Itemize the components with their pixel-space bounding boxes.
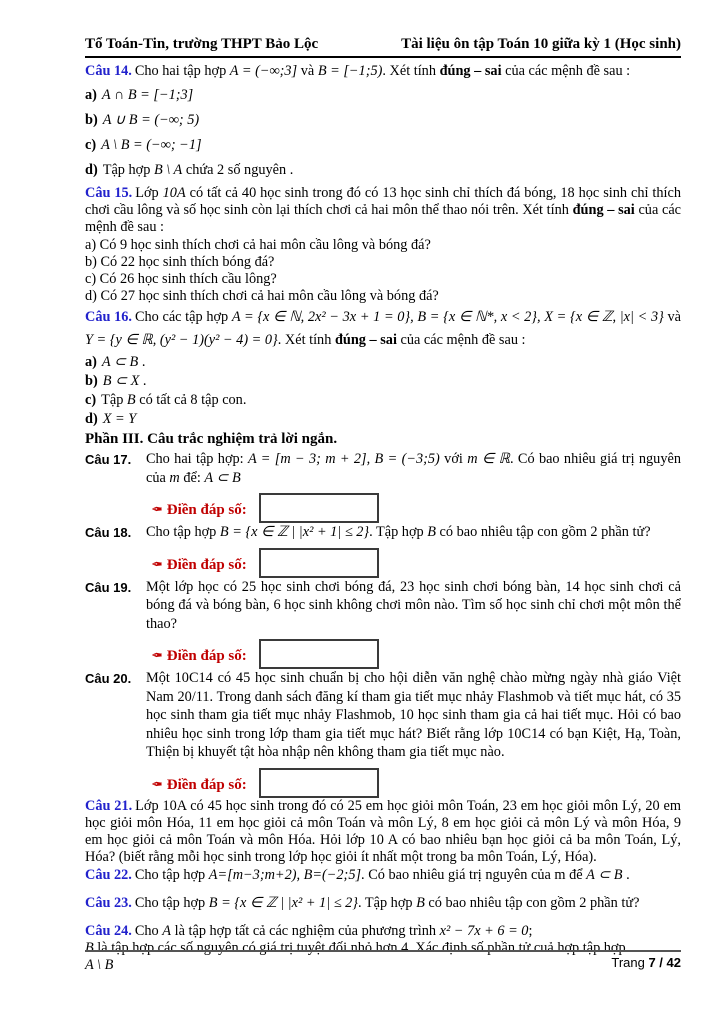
question-14-math: A = (−∞;3]: [229, 63, 298, 79]
question-23-math: B = {x ∈ ℤ | |x² + 1| ≤ 2}: [208, 894, 358, 911]
item-math: B: [126, 392, 136, 408]
item-text: .: [138, 354, 146, 370]
question-15-math: 10A: [162, 185, 186, 201]
question-15-label: Câu 15.: [85, 185, 133, 201]
question-22-math: A=[m−3;m+2), B=(−2;5]: [208, 866, 362, 883]
question-24-label: Câu 24.: [85, 922, 132, 939]
question-16-text: . Xét tính: [277, 332, 335, 348]
answer-prompt: Điền đáp số:: [166, 502, 247, 518]
item-label: a): [85, 354, 97, 370]
question-24-math: A \ B: [85, 956, 114, 973]
question-14: [85, 63, 681, 80]
item-label: b): [85, 112, 98, 128]
question-18-math: B = {x ∈ ℤ | |x² + 1| ≤ 2}: [219, 524, 370, 540]
pen-icon: ✒: [151, 557, 163, 573]
question-18: [85, 523, 681, 542]
question-14-text: của các mệnh đề sau :: [501, 63, 631, 79]
question-15-item-a: a) Có 9 học sinh thích chơi cả hai môn cầu lông và bóng đá?: [85, 237, 431, 253]
question-14-item-d: [85, 160, 681, 180]
question-16-math: Y = {y ∈ ℝ, (y² − 1)(y² − 4) = 0}: [85, 332, 278, 348]
pen-icon: ✒: [151, 777, 163, 793]
question-20-label: Câu 20.: [85, 671, 132, 686]
question-14-items: [85, 85, 681, 180]
question-17-text: Cho hai tập hợp:: [146, 451, 248, 467]
question-19-label: Câu 19.: [85, 579, 132, 595]
question-23: [85, 895, 681, 912]
question-16-item-d: [85, 410, 681, 428]
question-15-item-c: c) Có 26 học sinh thích cầu lông?: [85, 271, 277, 287]
question-16-item-c: [85, 391, 681, 409]
question-24-text: là tập hợp tất cả các nghiệm của phương trình: [171, 922, 440, 939]
question-17-text: để:: [179, 469, 205, 486]
question-16-bold: đúng – sai: [334, 332, 397, 348]
question-24-text: ;: [528, 922, 533, 939]
item-label: b): [85, 373, 98, 389]
question-15-item-b: b) Có 22 học sinh thích bóng đá?: [85, 254, 275, 270]
item-text: Tập hợp: [102, 162, 154, 178]
question-24-math: A: [162, 922, 172, 939]
question-22-text: . Có bao nhiêu giá trị nguyên của m để: [361, 866, 587, 883]
question-17: [85, 450, 681, 487]
answer-row-q20: [151, 764, 681, 794]
question-14-item-a: [85, 85, 681, 105]
answer-prompt: Điền đáp số:: [166, 776, 247, 793]
answer-prompt: Điền đáp số:: [166, 648, 247, 664]
footer-page-label: Trang: [611, 955, 649, 970]
item-label: c): [85, 392, 97, 408]
answer-row-q19: [151, 635, 681, 665]
item-text: Tập: [101, 392, 127, 408]
question-22: [85, 867, 681, 884]
question-14-item-c: [85, 135, 681, 155]
question-21-text: Lớp 10A có 45 học sinh trong đó có 25 em học giỏi môn Toán, 23 em học giỏi môn Lý, 20 em học giỏi môn Hóa, 11 em học giỏi cả môn Toán và môn Lý, 8 em học giỏi cả môn Lý và môn Hóa, 9 em học giỏi cả môn Toán và môn Hóa. Hỏi lớp 10 A có bao nhiêu bạn học giỏi cả ba môn Toán, Lý, Hóa? (biết rằng mỗi học sinh trong lớp học giỏi ít nhất một trong ba môn Toán, Lý, Hóa).: [85, 797, 681, 865]
question-18-text: . Tập hợp: [369, 524, 428, 540]
item-text: chứa 2 số nguyên .: [182, 162, 294, 178]
question-17-math: m: [169, 469, 180, 486]
question-23-text: . Tập hợp: [357, 894, 417, 911]
question-16-item-b: [85, 372, 681, 390]
question-16-text: Cho các tập hợp: [134, 309, 232, 325]
question-16-items: [85, 353, 681, 428]
pen-icon: ✒: [151, 649, 163, 664]
question-16-text: của các mệnh đề sau :: [396, 332, 526, 348]
question-16-label: Câu 16.: [85, 309, 132, 325]
question-17-math: A ⊂ B: [204, 469, 241, 486]
header-school: Tổ Toán-Tin, trường THPT Bảo Lộc: [85, 36, 319, 52]
item-text: có tất cả 8 tập con.: [135, 392, 247, 408]
item-math: A ∩ B = [−1;3]: [101, 87, 194, 103]
question-14-label: Câu 14.: [85, 63, 132, 79]
item-math: B ⊂ X: [102, 373, 140, 389]
question-15-text: Lớp: [135, 185, 163, 201]
question-17-text: . Có bao nhiêu giá trị nguyên của: [146, 451, 681, 486]
question-22-text: Cho tập hợp: [134, 866, 209, 883]
answer-box-q20[interactable]: [259, 768, 379, 798]
answer-box-q17[interactable]: [259, 493, 379, 523]
question-17-math: A = [m − 3; m + 2], B = (−3;5): [247, 451, 440, 467]
answer-box-q19[interactable]: [259, 639, 379, 669]
item-math: A \ B = (−∞; −1]: [101, 137, 202, 153]
item-label: c): [85, 137, 97, 153]
question-21-label: Câu 21.: [85, 797, 133, 814]
question-18-label: Câu 18.: [85, 525, 132, 540]
question-14-text: và: [297, 63, 318, 79]
question-24-math: B: [85, 939, 94, 956]
question-15-bold: đúng – sai: [572, 202, 635, 218]
question-23-text: Cho tập hợp: [134, 894, 209, 911]
question-20-text: Một 10C14 có 45 học sinh chuẩn bị cho hội diễn văn nghệ chào mừng ngày nhà giáo Việt Nam 20/11. Trong danh sách đăng kí tham gia tiết mục nhảy Flashmob và tiết mục hát, có 35 học sinh tham gia tiết mục nhảy Flashmob, 10 học sinh tham gia cả hai tiết mục. Hỏi có bao nhiêu học sinh trong lớp tham gia tiết mục hát? Biết rằng lớp 10C14 có bạn Kiệt, Hạ, Toàn, Thiện bị khuyết tật hòa nhập nên không tham gia tiết mục nào.: [146, 670, 681, 760]
part-3-heading: Phần III. Câu trắc nghiệm trả lời ngắn.: [85, 431, 338, 447]
question-22-label: Câu 22.: [85, 866, 132, 883]
question-14-item-b: [85, 110, 681, 130]
question-24-text: Cho: [134, 922, 163, 939]
item-text: .: [139, 373, 147, 389]
answer-box-q18[interactable]: [259, 548, 379, 578]
question-23-text: có bao nhiêu tập con gồm 2 phần tử?: [424, 894, 640, 911]
answer-row-q17: [151, 489, 681, 519]
page-header: [85, 36, 681, 58]
question-14-text: . Xét tính: [382, 63, 440, 79]
item-math: X = Y: [102, 411, 137, 427]
item-label: d): [85, 162, 98, 178]
question-16-text: và: [663, 309, 681, 325]
question-15-items: [85, 237, 681, 305]
question-24-text: là tập hợp các số nguyên có giá trị tuyệt đối nhỏ hơn 4. Xác định số phần tử cuả hợp tập hợp: [93, 939, 626, 956]
question-15-text: của các mệnh đề sau :: [85, 202, 682, 235]
question-19: [85, 578, 681, 634]
question-15: [85, 185, 681, 236]
question-15-item-d: d) Có 27 học sinh thích chơi cả hai môn cầu lông và bóng đá?: [85, 288, 439, 304]
answer-prompt: Điền đáp số:: [166, 556, 247, 573]
question-14-bold: đúng – sai: [439, 63, 502, 79]
question-18-math: B: [427, 524, 436, 540]
header-doc-title: Tài liệu ôn tập Toán 10 giữa kỳ 1 (Học sinh): [401, 36, 681, 52]
question-15-text: có tất cả 40 học sinh trong đó có 13 học sinh chỉ thích đá bóng, 18 học sinh chỉ thích chơi cầu lông và số học sinh còn lại thích chơi cả hai môn thể thao nói trên. Xét tính: [85, 185, 681, 218]
question-21: [85, 798, 681, 866]
question-20: [85, 669, 681, 762]
question-14-math: B = [−1;5): [317, 63, 383, 79]
answer-row-q18: [151, 544, 681, 574]
question-16: [85, 306, 681, 352]
question-23-math: B: [416, 894, 425, 911]
question-16-math: A = {x ∈ ℕ, 2x² − 3x + 1 = 0}, B = {x ∈ ℕ*, x < 2}, X = {x ∈ ℤ, |x| < 3}: [231, 309, 664, 325]
question-16-item-a: [85, 353, 681, 371]
footer-page-number: 7 / 42: [648, 955, 681, 970]
page-footer: [85, 950, 681, 970]
question-22-math: A ⊂ B: [586, 866, 623, 883]
question-17-math: m ∈ ℝ: [467, 451, 510, 467]
item-math: A ⊂ B: [101, 354, 139, 370]
item-math: A ∪ B = (−∞; 5): [102, 112, 200, 128]
question-18-text: Cho tập hợp: [146, 524, 220, 540]
question-24-math: x² − 7x + 6 = 0: [439, 922, 529, 939]
question-14-text: Cho hai tập hợp: [134, 63, 230, 79]
question-18-text: có bao nhiêu tập con gồm 2 phần tử?: [435, 524, 651, 540]
item-label: d): [85, 411, 98, 427]
question-22-text: .: [622, 866, 630, 883]
question-17-text: với: [439, 451, 468, 467]
pen-icon: ✒: [151, 503, 163, 518]
question-19-text: Một lớp học có 25 học sinh chơi bóng đá, 23 học sinh chơi bóng bàn, 14 học sinh chơi cả bóng đá và bóng bàn, 6 học sinh không chơi môn nào. Tìm số học sinh chỉ chơi một môn thể thao?: [146, 578, 681, 632]
question-23-label: Câu 23.: [85, 894, 132, 911]
question-17-label: Câu 17.: [85, 452, 132, 467]
item-math: B \ A: [153, 162, 183, 178]
item-label: a): [85, 87, 97, 103]
